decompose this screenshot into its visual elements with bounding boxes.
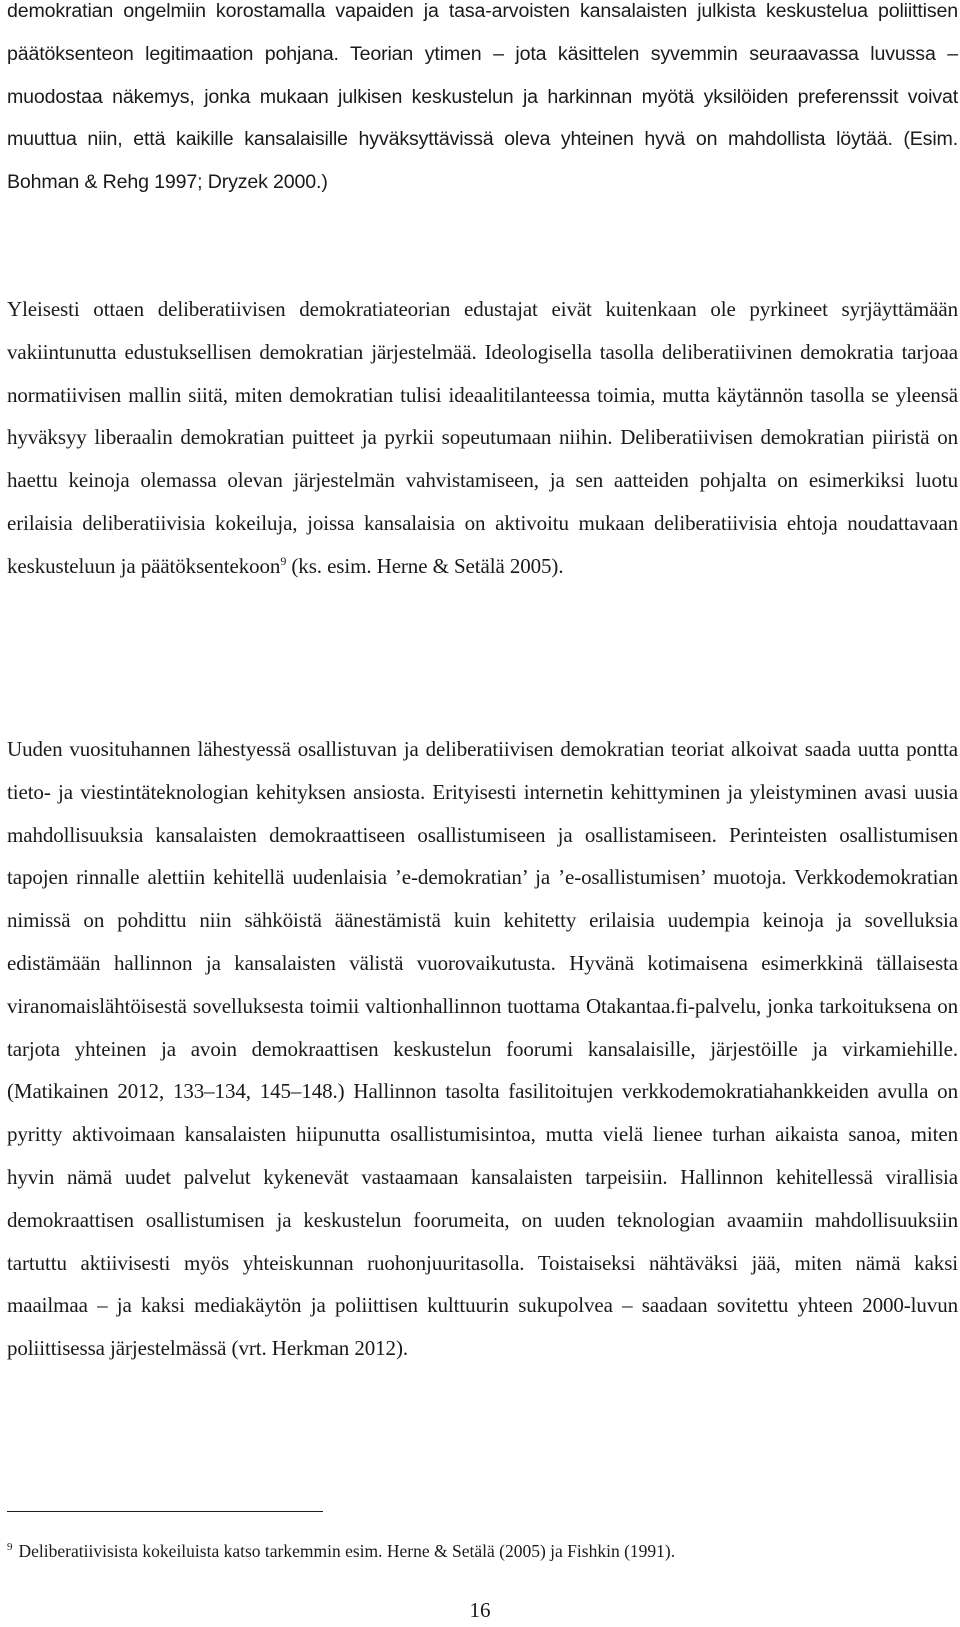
- paragraph-1: demokratian ongelmiin korostamalla vapaiden ja tasa-arvoisten kansalaisten julkista keskustelua poliittisen päätöksenteon legitimaation pohjana. Teorian ytimen – jota käsittelen syvemmin seuraavassa luvussa – muodostaa näkemys, jonka mukaan julkisen keskustelun ja harkinnan myötä yksilöiden preferenssit voivat muuttua niin, että kaikille kansalaisille hyväksyttävissä oleva yhteinen hyvä on mahdollista löytää. (Esim. Bohman & Rehg 1997; Dryzek 2000.): [7, 0, 958, 194]
- paragraph-2-text: Yleisesti ottaen deliberatiivisen demokratiateorian edustajat eivät kuitenkaan ole pyrkineet syrjäyttämään vakiintunutta edustuksellisen demokratian järjestelmää. Ideologisella tasolla deliberatiivinen demokratia tarjoaa normatiivisen mallin siitä, miten demokratian tulisi ideaalitilanteessa toimia, mutta käytännön tasolla se yleensä hyväksyy liberaalin demokratian puitteet ja pyrkii sopeutumaan niihin. Deliberatiivisen demokratian piiristä on haettu keinoja olemassa olevan järjestelmän vahvistamiseen, ja sen aatteiden pohjalta on esimerkiksi luotu erilaisia deliberatiivisia kokeiluja, joissa kansalaisia on aktivoitu mukaan deliberatiivisia ehtoja noudattavaan keskusteluun ja päätöksentekoon: [7, 297, 958, 578]
- footnote-text: Deliberatiivisista kokeiluista katso tarkemmin esim. Herne & Setälä (2005) ja Fishkin (1991).: [18, 1541, 676, 1561]
- page-number: 16: [469, 1598, 491, 1622]
- paragraph-3: Uuden vuosituhannen lähestyessä osallistuvan ja deliberatiivisen demokratian teoriat alkoivat saada uutta pontta tieto- ja viestintäteknologian kehityksen ansiosta. Erityisesti internetin kehittyminen ja yleistyminen avasi uusia mahdollisuuksia kansalaisten demokraattiseen osallistumiseen ja osallistamiseen. Perinteisten osallistumisen tapojen rinnalle alettiin kehitellä uudenlaisia ’e-demokratian’ ja ’e-osallistumisen’ muotoja. Verkkodemokratian nimissä on pohdittu niin sähköistä äänestämistä kuin kehitetty erilaisia uudempia keinoja ja sovelluksia edistämään hallinnon ja kansalaisten välistä vuorovaikutusta. Hyvänä kotimaisena esimerkkinä tällaisesta viranomaislähtöisestä sovelluksesta toimii valtionhallinnon tuottama Otakantaa.fi-palvelu, jonka tarkoituksena on tarjota yhteinen ja avoin demokraattisen keskustelun foorumi kansalaisille, järjestöille ja virkamiehille. (Matikainen 2012, 133–134, 145–148.) Hallinnon tasolta fasilitoitujen verkkodemokratiahankkeiden avulla on pyritty aktivoimaan kansalaisten hiipunutta osallistumisintoa, mutta vielä lienee turhan aikaista sanoa, miten hyvin nämä uudet palvelut kykenevät vastaamaan kansalaisten tarpeisiin. Hallinnon kehitellessä virallisia demokraattisen osallistumisen ja keskustelun foorumeita, on uuden teknologian avaamiin mahdollisuuksiin tartuttu aktiivisesti myös yhteiskunnan ruohonjuuritasolla. Toistaiseksi nähtäväksi jää, miten nämä kaksi maailmaa – ja kaksi mediakäytön ja poliittisen kulttuurin sukupolvea – saadaan sovitettu yhteen 2000-luvun poliittisessa järjestelmässä (vrt. Herkman 2012).: [7, 737, 958, 1361]
- footnote: [7, 1539, 958, 1563]
- paragraph-2-text-end: (ks. esim. Herne & Setälä 2005).: [286, 553, 564, 578]
- footnote-mark: 9: [7, 1541, 13, 1554]
- footnote-reference[interactable]: 9: [280, 553, 287, 568]
- footnote-divider: [7, 1511, 323, 1512]
- paragraph-2: [7, 288, 958, 588]
